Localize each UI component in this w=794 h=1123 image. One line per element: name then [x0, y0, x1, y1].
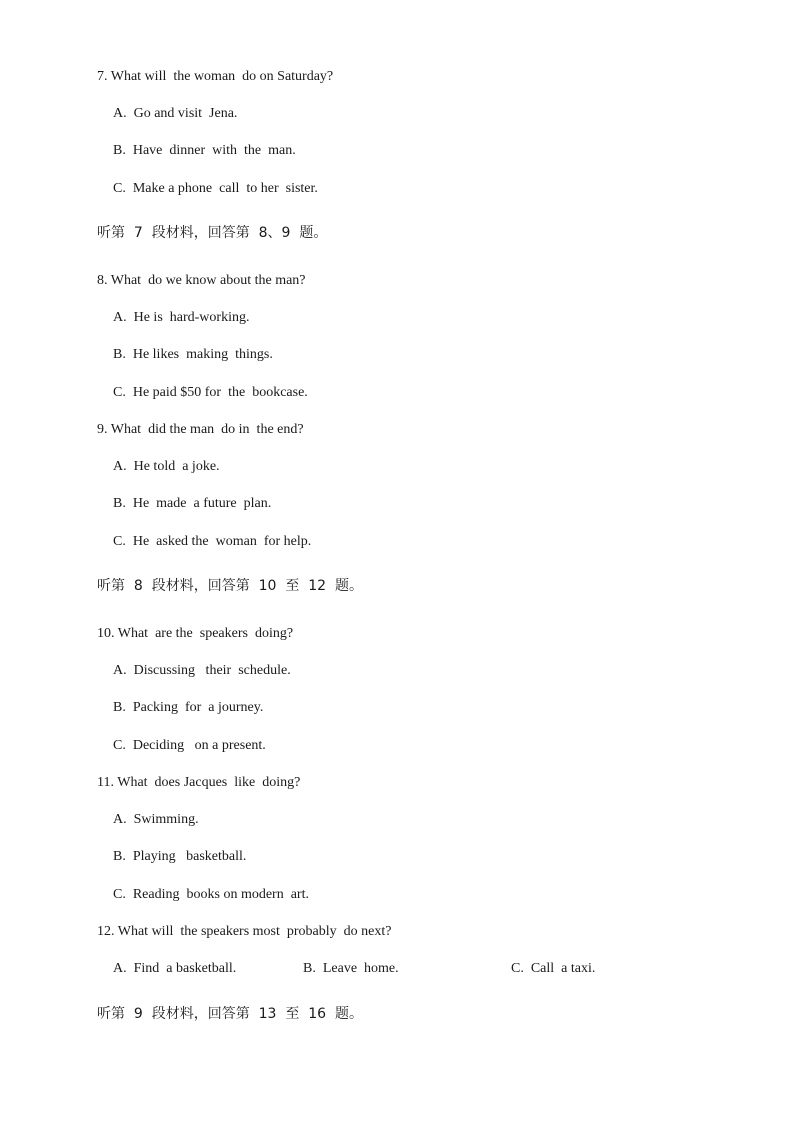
question-9: 9. What did the man do in the end? [97, 422, 304, 437]
section-header-7: 听第 7 段材料，回答第 8、9 题。 [97, 225, 328, 241]
option-11b: B. Playing basketball. [113, 849, 247, 864]
question-8: 8. What do we know about the man? [97, 273, 306, 288]
option-9a: A. He told a joke. [113, 459, 220, 474]
option-12b: B. Leave home. [303, 961, 399, 976]
option-7c: C. Make a phone call to her sister. [113, 181, 318, 196]
option-10a: A. Discussing their schedule. [113, 663, 291, 678]
option-9c: C. He asked the woman for help. [113, 534, 312, 549]
option-12c: C. Call a taxi. [511, 961, 596, 976]
option-8a: A. He is hard-working. [113, 310, 250, 325]
option-8b: B. He likes making things. [113, 347, 273, 362]
option-10c: C. Deciding on a present. [113, 738, 266, 753]
option-8c: C. He paid $50 for the bookcase. [113, 385, 308, 400]
section-header-8: 听第 8 段材料，回答第 10 至 12 题。 [97, 578, 363, 594]
option-9b: B. He made a future plan. [113, 496, 272, 511]
question-12: 12. What will the speakers most probably do next? [97, 924, 392, 939]
option-7b: B. Have dinner with the man. [113, 143, 296, 158]
option-11a: A. Swimming. [113, 812, 199, 827]
section-header-9: 听第 9 段材料，回答第 13 至 16 题。 [97, 1006, 363, 1022]
question-10: 10. What are the speakers doing? [97, 626, 294, 641]
option-7a: A. Go and visit Jena. [113, 106, 238, 121]
question-7: 7. What will the woman do on Saturday? [97, 69, 334, 84]
option-12a: A. Find a basketball. [113, 961, 237, 976]
question-11: 11. What does Jacques like doing? [97, 775, 301, 790]
option-10b: B. Packing for a journey. [113, 700, 264, 715]
option-11c: C. Reading books on modern art. [113, 887, 309, 902]
